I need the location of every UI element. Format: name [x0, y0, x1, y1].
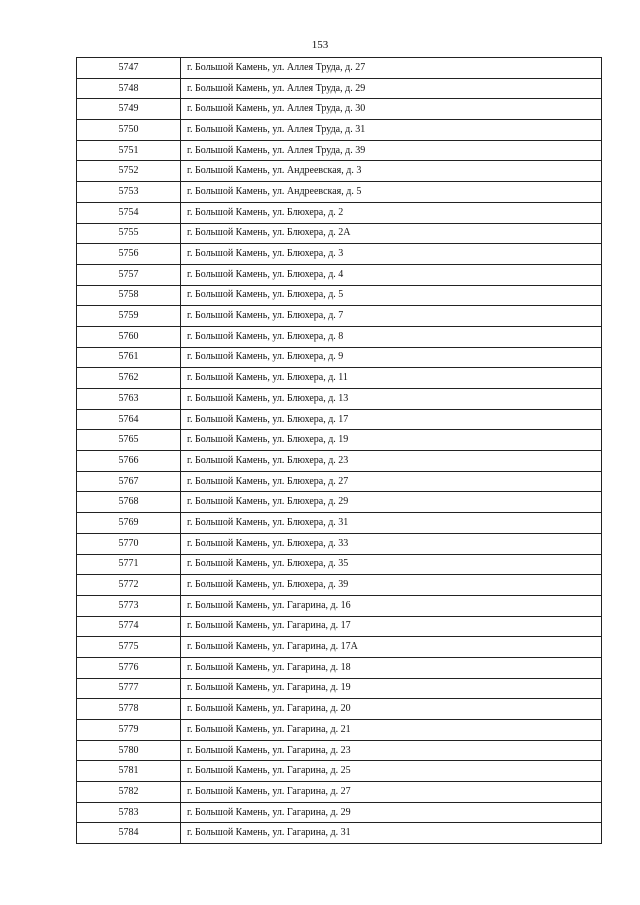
- row-number-cell: 5758: [77, 285, 181, 306]
- address-cell: г. Большой Камень, ул. Гагарина, д. 16: [181, 595, 602, 616]
- row-number-cell: 5766: [77, 451, 181, 472]
- row-number-cell: 5760: [77, 326, 181, 347]
- row-number-cell: 5777: [77, 678, 181, 699]
- address-cell: г. Большой Камень, ул. Аллея Труда, д. 39: [181, 140, 602, 161]
- address-cell: г. Большой Камень, ул. Блюхера, д. 33: [181, 533, 602, 554]
- table-row: [77, 78, 602, 99]
- address-cell: г. Большой Камень, ул. Гагарина, д. 17: [181, 616, 602, 637]
- row-number-cell: 5750: [77, 120, 181, 141]
- table-row: [77, 471, 602, 492]
- table-row: [77, 99, 602, 120]
- table-row: [77, 740, 602, 761]
- address-cell: г. Большой Камень, ул. Гагарина, д. 21: [181, 720, 602, 741]
- table-row: [77, 802, 602, 823]
- row-number-cell: 5757: [77, 264, 181, 285]
- row-number-cell: 5770: [77, 533, 181, 554]
- table-row: [77, 306, 602, 327]
- table-row: [77, 595, 602, 616]
- table-row: [77, 368, 602, 389]
- row-number-cell: 5768: [77, 492, 181, 513]
- row-number-cell: 5752: [77, 161, 181, 182]
- row-number-cell: 5767: [77, 471, 181, 492]
- table-body: [77, 58, 602, 844]
- table-row: [77, 657, 602, 678]
- address-cell: г. Большой Камень, ул. Блюхера, д. 17: [181, 409, 602, 430]
- table-row: [77, 58, 602, 79]
- row-number-cell: 5749: [77, 99, 181, 120]
- row-number-cell: 5773: [77, 595, 181, 616]
- row-number-cell: 5748: [77, 78, 181, 99]
- table-row: [77, 823, 602, 844]
- address-cell: г. Большой Камень, ул. Гагарина, д. 20: [181, 699, 602, 720]
- address-cell: г. Большой Камень, ул. Гагарина, д. 23: [181, 740, 602, 761]
- table-row: [77, 244, 602, 265]
- row-number-cell: 5771: [77, 554, 181, 575]
- address-cell: г. Большой Камень, ул. Гагарина, д. 17А: [181, 637, 602, 658]
- row-number-cell: 5772: [77, 575, 181, 596]
- address-cell: г. Большой Камень, ул. Гагарина, д. 29: [181, 802, 602, 823]
- row-number-cell: 5781: [77, 761, 181, 782]
- row-number-cell: 5762: [77, 368, 181, 389]
- table-row: [77, 182, 602, 203]
- table-row: [77, 161, 602, 182]
- row-number-cell: 5776: [77, 657, 181, 678]
- table-row: [77, 761, 602, 782]
- address-cell: г. Большой Камень, ул. Аллея Труда, д. 29: [181, 78, 602, 99]
- row-number-cell: 5774: [77, 616, 181, 637]
- row-number-cell: 5778: [77, 699, 181, 720]
- table-row: [77, 637, 602, 658]
- address-cell: г. Большой Камень, ул. Гагарина, д. 25: [181, 761, 602, 782]
- table-row: [77, 575, 602, 596]
- address-cell: г. Большой Камень, ул. Блюхера, д. 3: [181, 244, 602, 265]
- table-row: [77, 513, 602, 534]
- row-number-cell: 5765: [77, 430, 181, 451]
- row-number-cell: 5779: [77, 720, 181, 741]
- row-number-cell: 5775: [77, 637, 181, 658]
- table-row: [77, 389, 602, 410]
- table-row: [77, 720, 602, 741]
- table-row: [77, 678, 602, 699]
- row-number-cell: 5751: [77, 140, 181, 161]
- table-row: [77, 223, 602, 244]
- table-row: [77, 326, 602, 347]
- row-number-cell: 5784: [77, 823, 181, 844]
- row-number-cell: 5753: [77, 182, 181, 203]
- address-cell: г. Большой Камень, ул. Блюхера, д. 9: [181, 347, 602, 368]
- row-number-cell: 5764: [77, 409, 181, 430]
- address-cell: г. Большой Камень, ул. Гагарина, д. 19: [181, 678, 602, 699]
- address-cell: г. Большой Камень, ул. Блюхера, д. 27: [181, 471, 602, 492]
- table-row: [77, 492, 602, 513]
- table-row: [77, 202, 602, 223]
- address-cell: г. Большой Камень, ул. Андреевская, д. 5: [181, 182, 602, 203]
- address-cell: г. Большой Камень, ул. Блюхера, д. 8: [181, 326, 602, 347]
- table-row: [77, 451, 602, 472]
- table-row: [77, 120, 602, 141]
- address-cell: г. Большой Камень, ул. Блюхера, д. 2А: [181, 223, 602, 244]
- row-number-cell: 5747: [77, 58, 181, 79]
- address-cell: г. Большой Камень, ул. Блюхера, д. 13: [181, 389, 602, 410]
- address-cell: г. Большой Камень, ул. Аллея Труда, д. 31: [181, 120, 602, 141]
- table-row: [77, 409, 602, 430]
- row-number-cell: 5769: [77, 513, 181, 534]
- row-number-cell: 5780: [77, 740, 181, 761]
- table-row: [77, 699, 602, 720]
- table-row: [77, 782, 602, 803]
- address-cell: г. Большой Камень, ул. Блюхера, д. 31: [181, 513, 602, 534]
- table-row: [77, 285, 602, 306]
- row-number-cell: 5761: [77, 347, 181, 368]
- row-number-cell: 5755: [77, 223, 181, 244]
- address-cell: г. Большой Камень, ул. Блюхера, д. 2: [181, 202, 602, 223]
- table-row: [77, 347, 602, 368]
- table-row: [77, 140, 602, 161]
- page-number: 153: [311, 39, 329, 51]
- address-cell: г. Большой Камень, ул. Андреевская, д. 3: [181, 161, 602, 182]
- address-cell: г. Большой Камень, ул. Блюхера, д. 29: [181, 492, 602, 513]
- address-registry-table: [76, 57, 602, 844]
- table-row: [77, 533, 602, 554]
- address-cell: г. Большой Камень, ул. Блюхера, д. 11: [181, 368, 602, 389]
- address-cell: г. Большой Камень, ул. Аллея Труда, д. 30: [181, 99, 602, 120]
- address-cell: г. Большой Камень, ул. Блюхера, д. 23: [181, 451, 602, 472]
- row-number-cell: 5763: [77, 389, 181, 410]
- address-cell: г. Большой Камень, ул. Блюхера, д. 39: [181, 575, 602, 596]
- address-cell: г. Большой Камень, ул. Блюхера, д. 4: [181, 264, 602, 285]
- address-cell: г. Большой Камень, ул. Гагарина, д. 31: [181, 823, 602, 844]
- address-cell: г. Большой Камень, ул. Блюхера, д. 5: [181, 285, 602, 306]
- row-number-cell: 5783: [77, 802, 181, 823]
- address-cell: г. Большой Камень, ул. Блюхера, д. 35: [181, 554, 602, 575]
- address-cell: г. Большой Камень, ул. Гагарина, д. 18: [181, 657, 602, 678]
- table-row: [77, 616, 602, 637]
- address-cell: г. Большой Камень, ул. Блюхера, д. 7: [181, 306, 602, 327]
- table-row: [77, 554, 602, 575]
- table-row: [77, 264, 602, 285]
- row-number-cell: 5759: [77, 306, 181, 327]
- address-cell: г. Большой Камень, ул. Аллея Труда, д. 27: [181, 58, 602, 79]
- table-row: [77, 430, 602, 451]
- row-number-cell: 5754: [77, 202, 181, 223]
- row-number-cell: 5782: [77, 782, 181, 803]
- address-cell: г. Большой Камень, ул. Блюхера, д. 19: [181, 430, 602, 451]
- row-number-cell: 5756: [77, 244, 181, 265]
- address-cell: г. Большой Камень, ул. Гагарина, д. 27: [181, 782, 602, 803]
